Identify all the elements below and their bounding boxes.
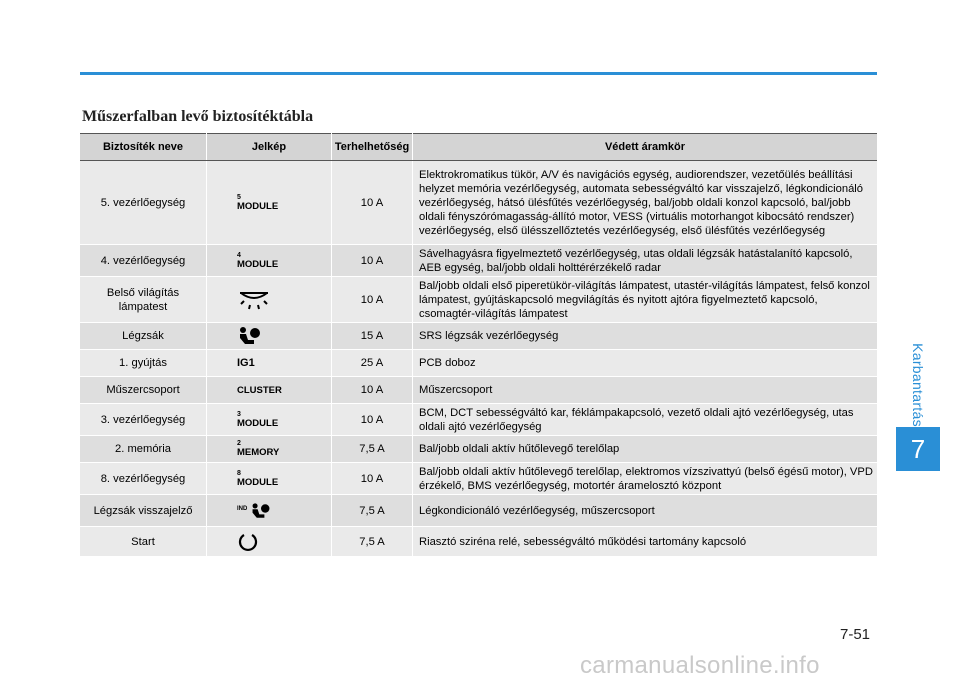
fuse-name: 5. vezérlőegység	[80, 161, 207, 245]
fuse-load: 10 A	[332, 161, 413, 245]
fuse-name: Műszercsoport	[80, 377, 207, 404]
fuse-circuit: Légkondicionáló vezérlőegység, műszercsoport	[413, 495, 878, 527]
airbag-icon	[237, 326, 263, 346]
fuse-name: Start	[80, 527, 207, 557]
interior-lamp-icon	[237, 289, 271, 311]
symbol-text: IG1	[237, 357, 255, 369]
fuse-load: 7,5 A	[332, 495, 413, 527]
page-number: 7-51	[840, 626, 871, 643]
table-row	[80, 323, 877, 350]
fuse-load: 10 A	[332, 463, 413, 495]
symbol-number: 3	[237, 410, 241, 418]
fuse-name: 2. memória	[80, 436, 207, 463]
table-row	[80, 161, 877, 245]
fuse-name: 4. vezérlőegység	[80, 245, 207, 277]
fuse-load: 10 A	[332, 404, 413, 436]
symbol-text: MODULE	[237, 476, 279, 488]
fuse-name: 8. vezérlőegység	[80, 463, 207, 495]
table-row	[80, 436, 877, 463]
chapter-badge: 7	[896, 427, 940, 471]
fuse-symbol	[207, 245, 332, 277]
symbol-text: MEMORY	[237, 447, 280, 458]
symbol-number: 8	[237, 469, 241, 477]
fuse-symbol	[207, 463, 332, 495]
fuse-load: 25 A	[332, 350, 413, 377]
symbol-prefix: IND	[237, 505, 248, 512]
fuse-symbol	[207, 350, 332, 377]
side-tab-text: Karbantartás	[910, 343, 926, 427]
fuse-symbol	[207, 404, 332, 436]
fuse-symbol	[207, 436, 332, 463]
side-tab-label	[905, 340, 931, 430]
fuse-circuit: PCB doboz	[413, 350, 878, 377]
table-row	[80, 527, 877, 557]
fuse-load: 10 A	[332, 277, 413, 323]
start-icon	[237, 531, 259, 553]
fuse-circuit: BCM, DCT sebességváltó kar, féklámpakapcsoló, vezető oldali ajtó vezérlőegység, utas oldali ajtó vezérlőegység	[413, 404, 878, 436]
symbol-number: 5	[237, 193, 241, 201]
table-row	[80, 350, 877, 377]
table-header-row	[80, 134, 877, 161]
header-symbol: Jelkép	[207, 134, 332, 161]
fuse-symbol	[207, 377, 332, 404]
airbag-icon	[250, 502, 272, 520]
fuse-circuit: SRS légzsák vezérlőegység	[413, 323, 878, 350]
header-circuit: Védett áramkör	[413, 134, 878, 161]
top-rule	[80, 72, 877, 75]
fuse-name: 3. vezérlőegység	[80, 404, 207, 436]
fuse-load: 10 A	[332, 245, 413, 277]
fuse-load: 15 A	[332, 323, 413, 350]
fuse-symbol	[207, 527, 332, 557]
fuse-circuit: Műszercsoport	[413, 377, 878, 404]
header-fuse-name: Biztosíték neve	[80, 134, 207, 161]
symbol-number: 2	[237, 440, 241, 447]
fuse-symbol	[207, 323, 332, 350]
table-row	[80, 277, 877, 323]
fuse-circuit: Sávelhagyásra figyelmeztető vezérlőegység, utas oldali légzsák hatástalanító kapcsoló, AEB egység, bal/jobb oldali holttérérzékelő radar	[413, 245, 878, 277]
fuse-circuit: Bal/jobb oldali aktív hűtőlevegő terelőlap	[413, 436, 878, 463]
fuse-name: Légzsák	[80, 323, 207, 350]
symbol-text: MODULE	[237, 258, 279, 270]
header-load: Terhelhetőség	[332, 134, 413, 161]
table-row	[80, 245, 877, 277]
fuse-load: 7,5 A	[332, 436, 413, 463]
table-row	[80, 495, 877, 527]
symbol-text: CLUSTER	[237, 384, 282, 396]
fuse-load: 7,5 A	[332, 527, 413, 557]
fuse-name: Légzsák visszajelző	[80, 495, 207, 527]
watermark: carmanualsonline.info	[580, 652, 820, 679]
fuse-table	[80, 133, 877, 557]
fuse-symbol	[207, 161, 332, 245]
table-row	[80, 377, 877, 404]
section-title: Műszerfalban levő biztosítéktábla	[82, 108, 314, 125]
symbol-text: MODULE	[237, 417, 279, 429]
fuse-symbol	[207, 495, 332, 527]
fuse-circuit: Riasztó sziréna relé, sebességváltó működési tartomány kapcsoló	[413, 527, 878, 557]
symbol-number: 4	[237, 251, 241, 259]
fuse-circuit: Bal/jobb oldali első piperetükör-világítás lámpatest, utastér-világítás lámpatest, felső konzol lámpatest, gyújtáskapcsoló megvilágítás és nyitott ajtóra figyelmeztető kapcsoló, csomagtér-világítás lámpatest	[413, 277, 878, 323]
fuse-name: 1. gyújtás	[80, 350, 207, 377]
table-row	[80, 463, 877, 495]
fuse-name: Belső világítás lámpatest	[80, 277, 207, 323]
table-row	[80, 404, 877, 436]
symbol-text: MODULE	[237, 200, 279, 212]
fuse-circuit: Bal/jobb oldali aktív hűtőlevegő terelőlap, elektromos vízszivattyú (belső égésű motor), VPD érzékelő, BMS vezérlőegység, motortér áramelosztó központ	[413, 463, 878, 495]
fuse-load: 10 A	[332, 377, 413, 404]
fuse-circuit: Elektrokromatikus tükör, A/V és navigációs egység, audiorendszer, vezetőülés beállítási helyzet memória vezérlőegység, automata sebességváltó kar visszajelző, légkondicionáló vezérlőegység, hátsó ülésfűtés vezérlőegység, bal/jobb oldali konzol kapcsoló, bal/jobb oldali fényszórómagasság-állító motor, VESS (virtuális motorhangot kibocsátó rendszer) vezérlőegység, első ülésszellőztetés vezérlőegység, első ülésfűtés vezérlőegység	[413, 161, 878, 245]
fuse-symbol	[207, 277, 332, 323]
